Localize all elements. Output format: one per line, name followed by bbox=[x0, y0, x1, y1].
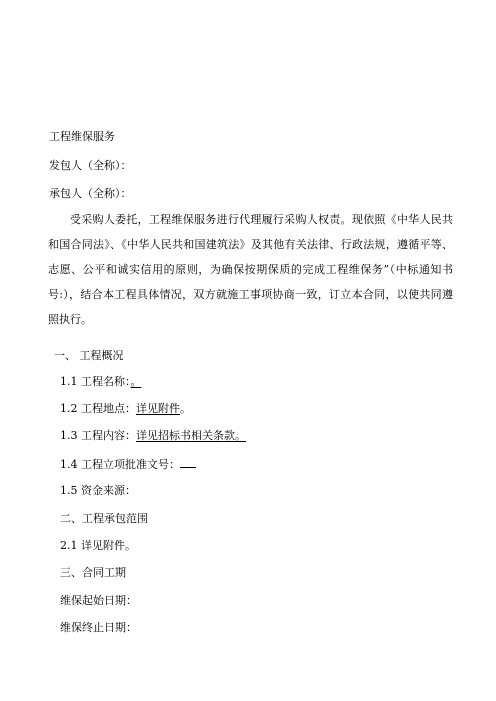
project-name-label: 1.1 工程名称： bbox=[60, 375, 131, 388]
maintenance-end-label: 维保终止日期： bbox=[60, 621, 137, 634]
maintenance-start-label: 维保起始日期： bbox=[60, 594, 137, 607]
scope-item: 2.1 详见附件。 bbox=[60, 539, 136, 552]
project-location-label: 1.2 工程地点： bbox=[60, 402, 136, 415]
project-location-end: 。 bbox=[180, 402, 191, 415]
intro-paragraph: 受采购人委托，工程维保服务进行代理履行采购人权责。现依照《中华人民共和国合同法》、《中华人民共和国建筑法》及其他有关法律、行政法规，遵循平等、志愿、公平和诚实信用的原则，为确保按期保质的完成工程维保务”（中标通知书号:），结合本工程具体情况，双方就施工事项协商一致，订立本合同，以使共同遵照执行。 bbox=[48, 213, 453, 326]
document-title: 工程维保服务 bbox=[49, 130, 115, 143]
project-content-value: 详见招标书相关条款。 bbox=[136, 429, 246, 442]
funding-source-label: 1.5 资金来源： bbox=[60, 484, 136, 497]
project-location-value: 详见附件 bbox=[136, 402, 180, 415]
project-name-row bbox=[60, 375, 142, 389]
party-a-label: 发包人（全称）： bbox=[49, 159, 132, 172]
project-location-row bbox=[60, 402, 191, 416]
approval-number-row bbox=[60, 456, 196, 472]
project-name-value: 。 bbox=[130, 375, 142, 388]
approval-number-blank bbox=[180, 456, 196, 468]
project-content-row bbox=[60, 429, 246, 443]
section-2-heading: 二、工程承包范围 bbox=[60, 512, 148, 525]
section-1-heading: 一、 工程概况 bbox=[54, 349, 124, 362]
approval-number-label: 1.4 工程立项批准文号： bbox=[60, 458, 180, 471]
section-3-heading: 三、合同工期 bbox=[60, 566, 126, 579]
party-b-label: 承包人（全称）： bbox=[49, 187, 132, 200]
project-content-label: 1.3 工程内容： bbox=[60, 429, 136, 442]
